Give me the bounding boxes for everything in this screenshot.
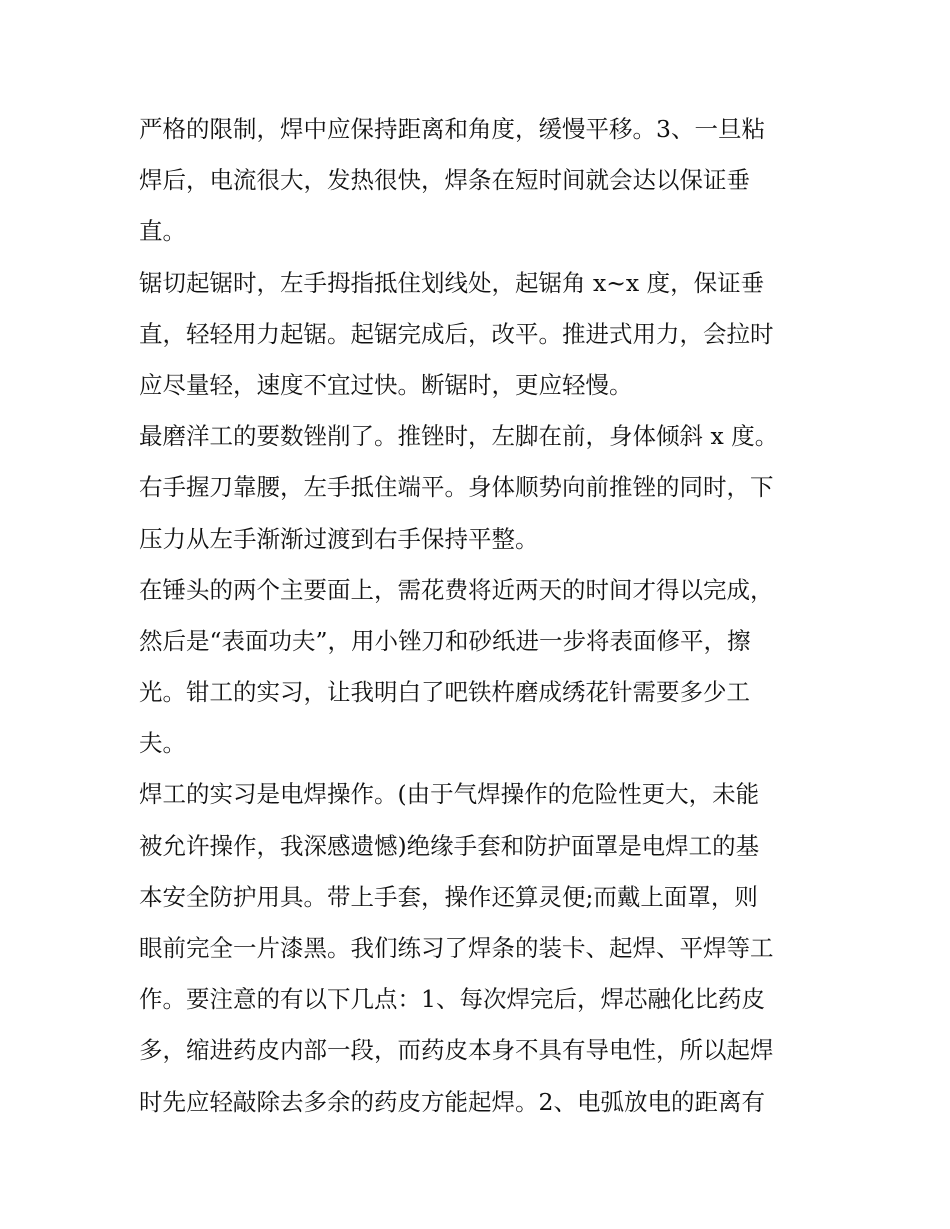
text-line: 右手握刀靠腰，左手抵住端平。身体顺势向前推锉的同时，下 bbox=[139, 473, 774, 502]
text-line: 本安全防护用具。带上手套，操作还算灵便;而戴上面罩，则 bbox=[139, 882, 758, 911]
text-line: 眼前完全一片漆黑。我们练习了焊条的装卡、起焊、平焊等工 bbox=[139, 934, 774, 962]
text-line: 最磨洋工的要数锉削了。推锉时，左脚在前，身体倾斜 x 度。 bbox=[139, 422, 779, 451]
text-line: 应尽量轻，速度不宜过快。断锯时，更应轻慢。 bbox=[139, 370, 633, 399]
text-line: 焊后，电流很大，发热很快，焊条在短时间就会达以保证垂 bbox=[139, 166, 750, 195]
text-line: 然后是“表面功夫”，用小锉刀和砂纸进一步将表面修平，擦 bbox=[139, 626, 751, 655]
paragraph-sawing bbox=[139, 258, 819, 412]
text-line: 时先应轻敲除去多余的药皮方能起焊。2、电弧放电的距离有 bbox=[139, 1087, 765, 1116]
paragraph-filing bbox=[139, 411, 819, 565]
paragraph-electric-welding bbox=[139, 769, 819, 1127]
text-line: 被允许操作，我深感遗憾)绝缘手套和防护面罩是电焊工的基 bbox=[139, 831, 760, 860]
text-line: 光。钳工的实习，让我明白了吧铁杵磨成绣花针需要多少工 bbox=[139, 678, 750, 707]
text-line: 在锤头的两个主要面上，需花费将近两天的时间才得以完成， bbox=[139, 575, 774, 604]
text-line: 焊工的实习是电焊操作。(由于气焊操作的危险性更大，未能 bbox=[139, 780, 760, 809]
paragraph-welding-limits bbox=[139, 104, 819, 258]
text-line: 作。要注意的有以下几点：1、每次焊完后，焊芯融化比药皮 bbox=[139, 985, 765, 1014]
text-line: 多，缩进药皮内部一段，而药皮本身不具有导电性，所以起焊 bbox=[139, 1036, 774, 1065]
text-line: 压力从左手渐渐过渡到右手保持平整。 bbox=[139, 524, 539, 553]
text-line: 直，轻轻用力起锯。起锯完成后，改平。推进式用力，会拉时 bbox=[139, 319, 774, 348]
text-line: 直。 bbox=[139, 217, 186, 246]
text-line: 严格的限制，焊中应保持距离和角度，缓慢平移。3、一旦粘 bbox=[139, 115, 765, 143]
text-line: 锯切起锯时，左手拇指抵住划线处，起锯角 x~x 度，保证垂 bbox=[139, 268, 765, 297]
text-line: 夫。 bbox=[139, 729, 186, 758]
paragraph-hammer-finishing bbox=[139, 565, 819, 770]
document-body bbox=[139, 104, 819, 1128]
